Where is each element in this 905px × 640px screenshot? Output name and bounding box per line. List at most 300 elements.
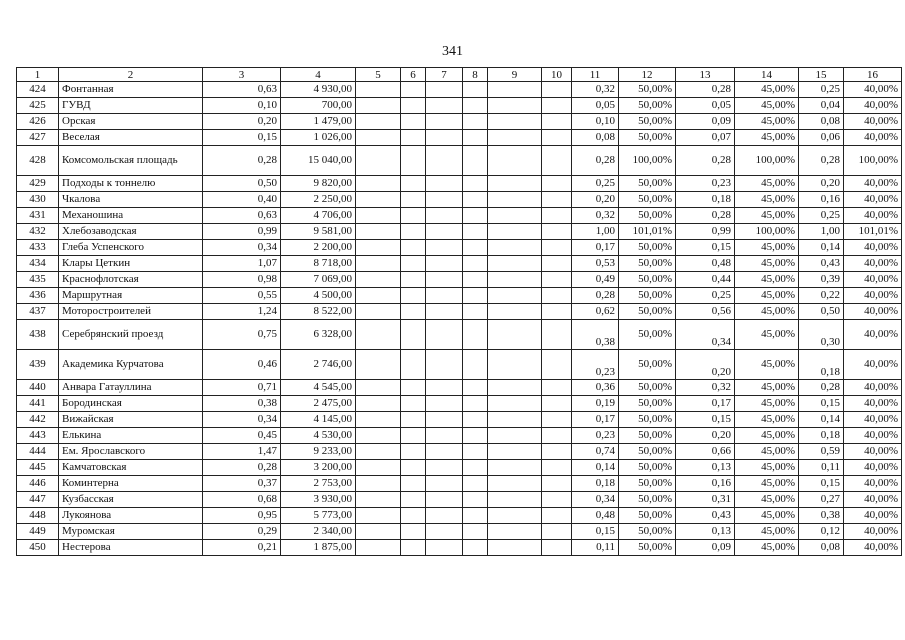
cell-col-3: 0,99 <box>203 224 281 240</box>
cell-col-1: 449 <box>17 524 59 540</box>
cell-col-1: 425 <box>17 98 59 114</box>
cell-col-1: 434 <box>17 256 59 272</box>
cell-col-16: 40,00% <box>844 288 902 304</box>
cell-col-13: 0,99 <box>676 224 735 240</box>
cell-col-14: 45,00% <box>735 460 799 476</box>
empty-cell <box>488 98 542 114</box>
empty-cell <box>401 428 426 444</box>
cell-col-1: 447 <box>17 492 59 508</box>
cell-col-4: 4 145,00 <box>281 412 356 428</box>
table-row <box>17 428 902 444</box>
empty-cell <box>356 428 401 444</box>
empty-cell <box>426 524 463 540</box>
cell-col-4: 6 328,00 <box>281 320 356 350</box>
empty-cell <box>401 224 426 240</box>
cell-col-12: 50,00% <box>619 192 676 208</box>
cell-col-4: 8 718,00 <box>281 256 356 272</box>
empty-cell <box>356 224 401 240</box>
empty-cell <box>463 208 488 224</box>
empty-cell <box>426 444 463 460</box>
cell-col-3: 0,34 <box>203 240 281 256</box>
empty-cell <box>401 492 426 508</box>
cell-col-4: 9 581,00 <box>281 224 356 240</box>
page-number: 341 <box>442 44 463 59</box>
column-header-13: 13 <box>676 68 735 82</box>
cell-col-12: 50,00% <box>619 272 676 288</box>
cell-col-14: 45,00% <box>735 288 799 304</box>
cell-col-12: 50,00% <box>619 240 676 256</box>
column-header-16: 16 <box>844 68 902 82</box>
empty-cell <box>426 130 463 146</box>
cell-col-3: 0,15 <box>203 130 281 146</box>
cell-col-14: 45,00% <box>735 396 799 412</box>
empty-cell <box>356 412 401 428</box>
cell-col-11: 0,14 <box>572 460 619 476</box>
cell-col-1: 436 <box>17 288 59 304</box>
cell-col-3: 0,45 <box>203 428 281 444</box>
empty-cell <box>401 304 426 320</box>
empty-cell <box>463 304 488 320</box>
column-header-15: 15 <box>799 68 844 82</box>
empty-cell <box>356 476 401 492</box>
empty-cell <box>401 192 426 208</box>
cell-col-1: 438 <box>17 320 59 350</box>
cell-col-3: 0,21 <box>203 540 281 556</box>
cell-col-11: 0,32 <box>572 208 619 224</box>
empty-cell <box>463 146 488 176</box>
cell-col-2: ГУВД <box>59 98 203 114</box>
cell-col-1: 431 <box>17 208 59 224</box>
cell-col-2: Хлебозаводская <box>59 224 203 240</box>
cell-col-13: 0,25 <box>676 288 735 304</box>
cell-col-11: 0,08 <box>572 130 619 146</box>
empty-cell <box>488 256 542 272</box>
cell-col-16: 40,00% <box>844 396 902 412</box>
cell-col-14: 45,00% <box>735 524 799 540</box>
cell-col-3: 0,50 <box>203 176 281 192</box>
cell-col-3: 0,34 <box>203 412 281 428</box>
empty-cell <box>356 98 401 114</box>
empty-cell <box>463 288 488 304</box>
empty-cell <box>426 224 463 240</box>
empty-cell <box>488 272 542 288</box>
empty-cell <box>542 396 572 412</box>
empty-cell <box>542 114 572 130</box>
cell-col-14: 45,00% <box>735 492 799 508</box>
empty-cell <box>401 460 426 476</box>
column-header-5: 5 <box>356 68 401 82</box>
empty-cell <box>463 114 488 130</box>
table-row <box>17 476 902 492</box>
cell-col-14: 45,00% <box>735 304 799 320</box>
empty-cell <box>356 524 401 540</box>
empty-cell <box>426 428 463 444</box>
cell-col-12: 50,00% <box>619 114 676 130</box>
empty-cell <box>463 130 488 146</box>
empty-cell <box>426 508 463 524</box>
cell-col-3: 1,47 <box>203 444 281 460</box>
empty-cell <box>356 320 401 350</box>
cell-col-1: 439 <box>17 350 59 380</box>
empty-cell <box>542 288 572 304</box>
empty-cell <box>356 304 401 320</box>
cell-col-3: 0,95 <box>203 508 281 524</box>
cell-col-15: 0,28 <box>799 146 844 176</box>
cell-col-12: 50,00% <box>619 320 676 350</box>
empty-cell <box>542 476 572 492</box>
empty-cell <box>401 350 426 380</box>
empty-cell <box>542 176 572 192</box>
empty-cell <box>356 460 401 476</box>
cell-col-4: 4 706,00 <box>281 208 356 224</box>
empty-cell <box>463 428 488 444</box>
empty-cell <box>463 460 488 476</box>
cell-col-16: 40,00% <box>844 82 902 98</box>
empty-cell <box>401 130 426 146</box>
data-table <box>16 67 902 556</box>
cell-col-1: 424 <box>17 82 59 98</box>
cell-col-2: Подходы к тоннелю <box>59 176 203 192</box>
cell-col-12: 50,00% <box>619 444 676 460</box>
empty-cell <box>488 540 542 556</box>
cell-col-16: 40,00% <box>844 272 902 288</box>
empty-cell <box>542 146 572 176</box>
cell-col-13: 0,43 <box>676 508 735 524</box>
cell-col-15: 0,15 <box>799 476 844 492</box>
cell-col-3: 0,29 <box>203 524 281 540</box>
cell-col-12: 50,00% <box>619 396 676 412</box>
cell-col-15: 0,08 <box>799 114 844 130</box>
empty-cell <box>488 240 542 256</box>
cell-col-15: 0,28 <box>799 380 844 396</box>
empty-cell <box>488 130 542 146</box>
empty-cell <box>542 460 572 476</box>
cell-col-15: 0,22 <box>799 288 844 304</box>
empty-cell <box>542 320 572 350</box>
cell-col-12: 50,00% <box>619 304 676 320</box>
cell-col-3: 0,28 <box>203 460 281 476</box>
cell-col-3: 0,68 <box>203 492 281 508</box>
cell-col-14: 45,00% <box>735 412 799 428</box>
empty-cell <box>401 208 426 224</box>
cell-col-1: 437 <box>17 304 59 320</box>
cell-col-2: Камчатовская <box>59 460 203 476</box>
cell-col-15: 0,08 <box>799 540 844 556</box>
cell-col-2: Серебрянский проезд <box>59 320 203 350</box>
cell-col-4: 2 753,00 <box>281 476 356 492</box>
cell-col-16: 40,00% <box>844 540 902 556</box>
cell-col-14: 45,00% <box>735 444 799 460</box>
cell-col-16: 40,00% <box>844 428 902 444</box>
cell-col-13: 0,07 <box>676 130 735 146</box>
cell-col-15: 0,06 <box>799 130 844 146</box>
cell-col-15: 0,15 <box>799 396 844 412</box>
cell-col-16: 40,00% <box>844 460 902 476</box>
empty-cell <box>356 130 401 146</box>
empty-cell <box>426 492 463 508</box>
cell-col-14: 45,00% <box>735 380 799 396</box>
empty-cell <box>356 256 401 272</box>
empty-cell <box>488 304 542 320</box>
empty-cell <box>463 350 488 380</box>
cell-col-13: 0,15 <box>676 412 735 428</box>
cell-col-15: 0,14 <box>799 240 844 256</box>
cell-col-11: 0,10 <box>572 114 619 130</box>
cell-col-14: 45,00% <box>735 272 799 288</box>
cell-col-4: 5 773,00 <box>281 508 356 524</box>
empty-cell <box>463 524 488 540</box>
empty-cell <box>542 350 572 380</box>
empty-cell <box>488 114 542 130</box>
cell-col-11: 0,11 <box>572 540 619 556</box>
cell-col-4: 2 250,00 <box>281 192 356 208</box>
cell-col-11: 0,38 <box>572 320 619 350</box>
empty-cell <box>463 444 488 460</box>
column-header-12: 12 <box>619 68 676 82</box>
empty-cell <box>401 320 426 350</box>
cell-col-14: 45,00% <box>735 428 799 444</box>
cell-col-14: 45,00% <box>735 176 799 192</box>
table-row <box>17 304 902 320</box>
cell-col-2: Ем. Ярославского <box>59 444 203 460</box>
column-header-6: 6 <box>401 68 426 82</box>
cell-col-16: 40,00% <box>844 350 902 380</box>
table-row <box>17 176 902 192</box>
empty-cell <box>356 492 401 508</box>
empty-cell <box>542 540 572 556</box>
empty-cell <box>542 428 572 444</box>
cell-col-13: 0,20 <box>676 428 735 444</box>
cell-col-13: 0,32 <box>676 380 735 396</box>
cell-col-15: 0,59 <box>799 444 844 460</box>
cell-col-13: 0,28 <box>676 146 735 176</box>
cell-col-16: 40,00% <box>844 508 902 524</box>
empty-cell <box>426 146 463 176</box>
cell-col-4: 1 026,00 <box>281 130 356 146</box>
cell-col-11: 0,20 <box>572 192 619 208</box>
cell-col-15: 0,25 <box>799 82 844 98</box>
table-row <box>17 380 902 396</box>
cell-col-13: 0,56 <box>676 304 735 320</box>
empty-cell <box>542 98 572 114</box>
empty-cell <box>426 320 463 350</box>
cell-col-11: 0,74 <box>572 444 619 460</box>
empty-cell <box>401 272 426 288</box>
empty-cell <box>463 540 488 556</box>
cell-col-12: 50,00% <box>619 460 676 476</box>
empty-cell <box>356 240 401 256</box>
cell-col-12: 50,00% <box>619 476 676 492</box>
cell-col-11: 1,00 <box>572 224 619 240</box>
empty-cell <box>401 176 426 192</box>
cell-col-11: 0,28 <box>572 288 619 304</box>
cell-col-13: 0,13 <box>676 460 735 476</box>
cell-col-14: 45,00% <box>735 130 799 146</box>
cell-col-12: 50,00% <box>619 508 676 524</box>
cell-col-13: 0,20 <box>676 350 735 380</box>
column-header-10: 10 <box>542 68 572 82</box>
cell-col-4: 2 200,00 <box>281 240 356 256</box>
empty-cell <box>488 82 542 98</box>
empty-cell <box>542 272 572 288</box>
cell-col-4: 1 479,00 <box>281 114 356 130</box>
cell-col-15: 0,27 <box>799 492 844 508</box>
empty-cell <box>426 412 463 428</box>
empty-cell <box>356 350 401 380</box>
cell-col-12: 50,00% <box>619 524 676 540</box>
empty-cell <box>401 396 426 412</box>
cell-col-4: 3 930,00 <box>281 492 356 508</box>
cell-col-2: Чкалова <box>59 192 203 208</box>
empty-cell <box>426 272 463 288</box>
empty-cell <box>426 476 463 492</box>
cell-col-2: Вижайская <box>59 412 203 428</box>
cell-col-13: 0,28 <box>676 82 735 98</box>
cell-col-14: 45,00% <box>735 114 799 130</box>
cell-col-1: 444 <box>17 444 59 460</box>
cell-col-14: 45,00% <box>735 98 799 114</box>
cell-col-11: 0,53 <box>572 256 619 272</box>
empty-cell <box>401 380 426 396</box>
empty-cell <box>488 508 542 524</box>
table-row <box>17 460 902 476</box>
cell-col-1: 446 <box>17 476 59 492</box>
cell-col-3: 0,10 <box>203 98 281 114</box>
cell-col-3: 0,37 <box>203 476 281 492</box>
cell-col-3: 0,63 <box>203 208 281 224</box>
empty-cell <box>401 540 426 556</box>
empty-cell <box>488 320 542 350</box>
cell-col-13: 0,18 <box>676 192 735 208</box>
empty-cell <box>356 288 401 304</box>
empty-cell <box>542 304 572 320</box>
empty-cell <box>401 240 426 256</box>
cell-col-4: 3 200,00 <box>281 460 356 476</box>
empty-cell <box>542 412 572 428</box>
cell-col-14: 45,00% <box>735 540 799 556</box>
empty-cell <box>463 492 488 508</box>
cell-col-15: 0,38 <box>799 508 844 524</box>
empty-cell <box>542 524 572 540</box>
cell-col-2: Комсомольская площадь <box>59 146 203 176</box>
cell-col-3: 0,63 <box>203 82 281 98</box>
empty-cell <box>401 508 426 524</box>
empty-cell <box>426 256 463 272</box>
table-row <box>17 272 902 288</box>
cell-col-12: 50,00% <box>619 98 676 114</box>
cell-col-11: 0,17 <box>572 240 619 256</box>
cell-col-12: 50,00% <box>619 540 676 556</box>
cell-col-15: 0,11 <box>799 460 844 476</box>
cell-col-4: 8 522,00 <box>281 304 356 320</box>
header-row <box>17 68 902 82</box>
column-header-2: 2 <box>59 68 203 82</box>
cell-col-3: 0,28 <box>203 146 281 176</box>
cell-col-2: Коминтерна <box>59 476 203 492</box>
empty-cell <box>488 288 542 304</box>
cell-col-4: 4 500,00 <box>281 288 356 304</box>
table-body <box>17 82 902 556</box>
cell-col-16: 40,00% <box>844 492 902 508</box>
empty-cell <box>542 224 572 240</box>
table-row <box>17 146 902 176</box>
empty-cell <box>488 146 542 176</box>
table-row <box>17 98 902 114</box>
cell-col-2: Анвара Гатауллина <box>59 380 203 396</box>
table-row <box>17 130 902 146</box>
cell-col-1: 441 <box>17 396 59 412</box>
empty-cell <box>401 114 426 130</box>
cell-col-13: 0,09 <box>676 540 735 556</box>
cell-col-11: 0,36 <box>572 380 619 396</box>
column-header-14: 14 <box>735 68 799 82</box>
cell-col-11: 0,32 <box>572 82 619 98</box>
column-header-11: 11 <box>572 68 619 82</box>
cell-col-2: Муромская <box>59 524 203 540</box>
cell-col-12: 50,00% <box>619 256 676 272</box>
cell-col-15: 0,18 <box>799 350 844 380</box>
cell-col-4: 7 069,00 <box>281 272 356 288</box>
cell-col-16: 40,00% <box>844 98 902 114</box>
empty-cell <box>356 444 401 460</box>
cell-col-13: 0,13 <box>676 524 735 540</box>
empty-cell <box>401 256 426 272</box>
cell-col-3: 0,55 <box>203 288 281 304</box>
cell-col-16: 40,00% <box>844 412 902 428</box>
table-row <box>17 192 902 208</box>
cell-col-4: 700,00 <box>281 98 356 114</box>
cell-col-13: 0,15 <box>676 240 735 256</box>
cell-col-16: 40,00% <box>844 380 902 396</box>
cell-col-12: 50,00% <box>619 350 676 380</box>
cell-col-16: 100,00% <box>844 146 902 176</box>
empty-cell <box>542 192 572 208</box>
cell-col-2: Веселая <box>59 130 203 146</box>
cell-col-12: 50,00% <box>619 130 676 146</box>
empty-cell <box>426 208 463 224</box>
empty-cell <box>542 444 572 460</box>
empty-cell <box>426 396 463 412</box>
cell-col-15: 0,20 <box>799 176 844 192</box>
column-header-9: 9 <box>488 68 542 82</box>
empty-cell <box>463 224 488 240</box>
table-row <box>17 320 902 350</box>
cell-col-1: 427 <box>17 130 59 146</box>
cell-col-13: 0,66 <box>676 444 735 460</box>
cell-col-2: Нестерова <box>59 540 203 556</box>
cell-col-3: 0,75 <box>203 320 281 350</box>
empty-cell <box>356 540 401 556</box>
empty-cell <box>488 350 542 380</box>
cell-col-13: 0,31 <box>676 492 735 508</box>
cell-col-14: 45,00% <box>735 208 799 224</box>
cell-col-14: 45,00% <box>735 240 799 256</box>
table-row <box>17 224 902 240</box>
cell-col-3: 1,24 <box>203 304 281 320</box>
cell-col-13: 0,23 <box>676 176 735 192</box>
empty-cell <box>401 412 426 428</box>
cell-col-12: 50,00% <box>619 176 676 192</box>
cell-col-12: 50,00% <box>619 428 676 444</box>
table-row <box>17 82 902 98</box>
cell-col-11: 0,17 <box>572 412 619 428</box>
empty-cell <box>488 396 542 412</box>
cell-col-4: 9 820,00 <box>281 176 356 192</box>
empty-cell <box>463 396 488 412</box>
empty-cell <box>356 192 401 208</box>
cell-col-14: 100,00% <box>735 224 799 240</box>
empty-cell <box>488 224 542 240</box>
